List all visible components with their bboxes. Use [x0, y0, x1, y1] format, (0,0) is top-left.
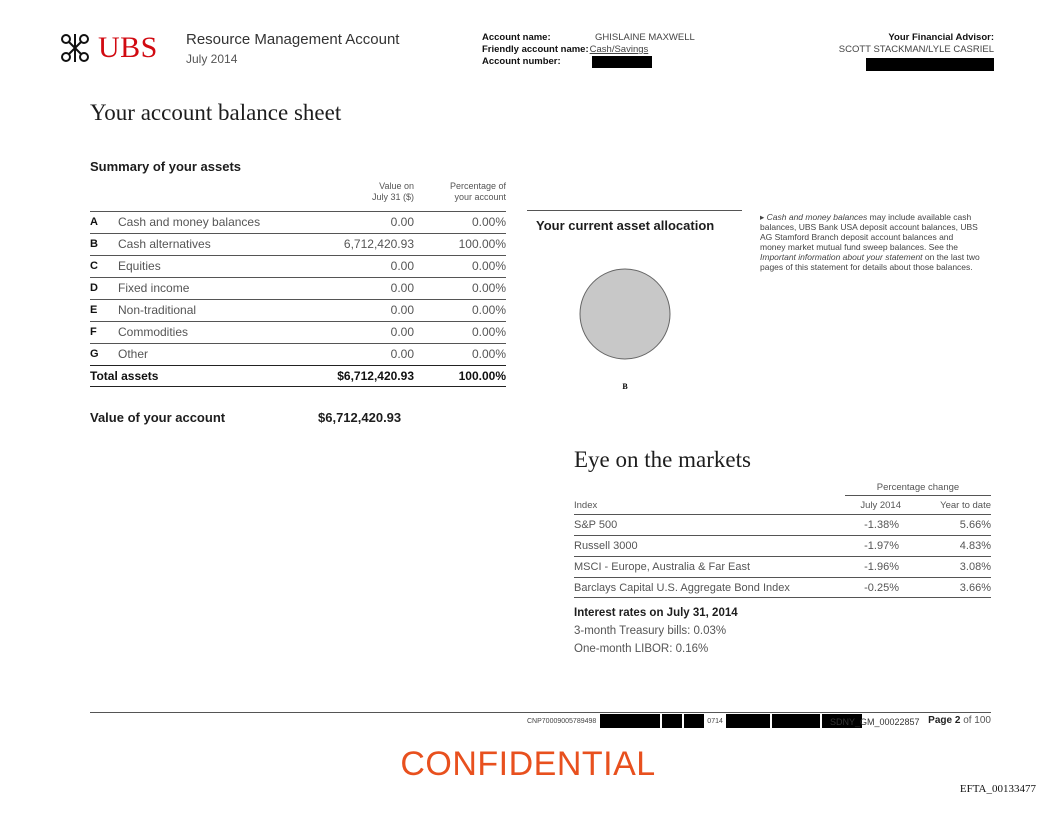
total-assets-percent: 100.00%	[458, 369, 506, 383]
asset-value: 0.00	[390, 325, 414, 339]
document-title: Resource Management Account	[186, 31, 400, 48]
market-row	[574, 514, 991, 535]
libor-rate: One-month LIBOR: 0.16%	[574, 643, 709, 655]
market-month-change: -1.97%	[864, 540, 899, 552]
advisor-label: Your Financial Advisor:	[888, 32, 994, 43]
asset-value: 0.00	[390, 347, 414, 361]
interest-rates-title: Interest rates on July 31, 2014	[574, 607, 738, 619]
market-ytd-change: 5.66%	[959, 519, 991, 531]
asset-name: Other	[118, 347, 149, 361]
asset-letter: G	[90, 348, 99, 360]
page-number	[928, 715, 991, 726]
pie-label-B: B	[622, 382, 628, 391]
footer-code: CNP70009005789498	[527, 717, 597, 725]
value-header-line1: Value on	[379, 181, 414, 191]
asset-letter: A	[90, 216, 98, 228]
index-column-header: Index	[574, 500, 598, 511]
account-name: GHISLAINE MAXWELL	[595, 32, 695, 43]
footer-code-2: 0714	[707, 717, 723, 725]
asset-value: 0.00	[390, 215, 414, 229]
asset-letter: E	[90, 304, 98, 316]
asset-row	[90, 299, 506, 321]
allocation-note	[760, 212, 980, 272]
ubs-keys-icon	[58, 31, 92, 65]
value-column-header	[324, 181, 414, 203]
asset-name: Non-traditional	[118, 303, 197, 317]
asset-name: Equities	[118, 259, 161, 273]
note-text-1: may include available cash balances, UBS Bank USA deposit account balances, UBS AG Stamford Branch deposit account balances and money market mutual fund sweep balances. See the	[760, 212, 978, 252]
brand-name: UBS	[98, 31, 158, 64]
advisor-redaction	[866, 58, 994, 71]
note-text-2: on the last two pages of this statement for details about those balances.	[760, 252, 980, 272]
total-assets-row	[90, 365, 506, 387]
advisor-name: SCOTT STACKMAN/LYLE CASRIEL	[838, 44, 994, 55]
ubs-logo	[58, 30, 158, 66]
market-row	[574, 556, 991, 577]
footer-redaction-2	[662, 714, 682, 728]
efta-number: EFTA_00133477	[959, 783, 1036, 795]
treasury-rate: 3-month Treasury bills: 0.03%	[574, 625, 727, 637]
allocation-title: Your current asset allocation	[536, 218, 715, 233]
footer-divider	[90, 712, 991, 713]
asset-percent: 0.00%	[471, 347, 506, 361]
asset-percent: 100.00%	[458, 237, 506, 251]
asset-value: 0.00	[390, 259, 414, 273]
footer-codes	[527, 714, 862, 728]
asset-row	[90, 321, 506, 343]
market-month-change: -0.25%	[864, 582, 899, 594]
month-column-header: July 2014	[860, 500, 901, 511]
sdny-bates-number: SDNY_GM_00022857	[830, 717, 920, 727]
asset-percent: 0.00%	[471, 325, 506, 339]
asset-name: Cash alternatives	[118, 237, 211, 251]
note-italic-cash: Cash and money balances	[766, 212, 868, 222]
markets-table	[574, 481, 991, 598]
asset-percent: 0.00%	[471, 259, 506, 273]
account-info	[482, 32, 712, 68]
asset-row	[90, 233, 506, 255]
asset-value: 6,712,420.93	[343, 237, 414, 251]
market-ytd-change: 3.66%	[959, 582, 991, 594]
market-row	[574, 535, 991, 556]
asset-row	[90, 255, 506, 277]
page-current: 2	[954, 715, 961, 726]
asset-percent: 0.00%	[471, 303, 506, 317]
summary-title: Summary of your assets	[90, 159, 242, 174]
market-index: Barclays Capital U.S. Aggregate Bond Index	[574, 582, 790, 594]
market-month-change: -1.96%	[864, 561, 899, 573]
account-number-redaction	[592, 56, 652, 68]
note-bullet: ▸	[760, 212, 767, 222]
market-ytd-change: 3.08%	[959, 561, 991, 573]
document-date: July 2014	[186, 52, 238, 66]
assets-table-header	[90, 181, 506, 211]
percentage-change-header: Percentage change	[845, 481, 991, 496]
asset-letter: B	[90, 238, 98, 250]
assets-table	[90, 181, 506, 387]
asset-name: Cash and money balances	[118, 215, 261, 229]
asset-name: Fixed income	[118, 281, 190, 295]
total-assets-label: Total assets	[90, 369, 159, 383]
account-value-label: Value of your account	[90, 410, 226, 425]
markets-header-group	[574, 481, 991, 498]
pie-slice-B	[580, 269, 670, 359]
page-total: of 100	[963, 715, 991, 726]
asset-percent: 0.00%	[471, 281, 506, 295]
footer-redaction-5	[772, 714, 820, 728]
market-index: MSCI - Europe, Australia & Far East	[574, 561, 751, 573]
asset-value: 0.00	[390, 303, 414, 317]
note-italic-info: Important information about your statement	[760, 252, 923, 262]
friendly-name: Cash/Savings	[589, 44, 649, 55]
market-index: Russell 3000	[574, 540, 638, 552]
markets-header-row	[574, 498, 991, 514]
footer-redaction-1	[600, 714, 660, 728]
asset-name: Commodities	[118, 325, 189, 339]
footer-redaction-3	[684, 714, 704, 728]
confidential-stamp: CONFIDENTIAL	[400, 745, 656, 783]
financial-advisor	[839, 32, 994, 75]
markets-title: Eye on the markets	[574, 447, 751, 472]
asset-row	[90, 343, 506, 365]
friendly-name-label: Friendly account name:	[482, 44, 589, 55]
value-header-line2: July 31 ($)	[371, 192, 414, 202]
asset-value: 0.00	[390, 281, 414, 295]
market-month-change: -1.38%	[864, 519, 899, 531]
asset-row	[90, 277, 506, 299]
account-name-label: Account name:	[482, 32, 551, 43]
page-label: Page	[928, 715, 953, 726]
footer-redaction-4	[726, 714, 770, 728]
total-assets-value: $6,712,420.93	[337, 369, 414, 383]
percent-header-line2: your account	[454, 192, 506, 202]
percent-header-line1: Percentage of	[449, 181, 506, 191]
asset-percent: 0.00%	[471, 215, 506, 229]
market-ytd-change: 4.83%	[959, 540, 991, 552]
ytd-column-header: Year to date	[940, 500, 991, 511]
asset-letter: C	[90, 260, 98, 272]
account-value: $6,712,420.93	[318, 410, 402, 425]
asset-row	[90, 211, 506, 233]
balance-sheet-title: Your account balance sheet	[90, 100, 342, 125]
market-index: S&P 500	[574, 519, 618, 531]
percent-column-header	[416, 181, 506, 203]
asset-letter: F	[90, 326, 97, 338]
market-row	[574, 577, 991, 598]
allocation-divider	[527, 210, 742, 211]
asset-letter: D	[90, 282, 98, 294]
asset-allocation-pie-chart	[565, 260, 685, 400]
account-number-label: Account number:	[482, 56, 561, 67]
